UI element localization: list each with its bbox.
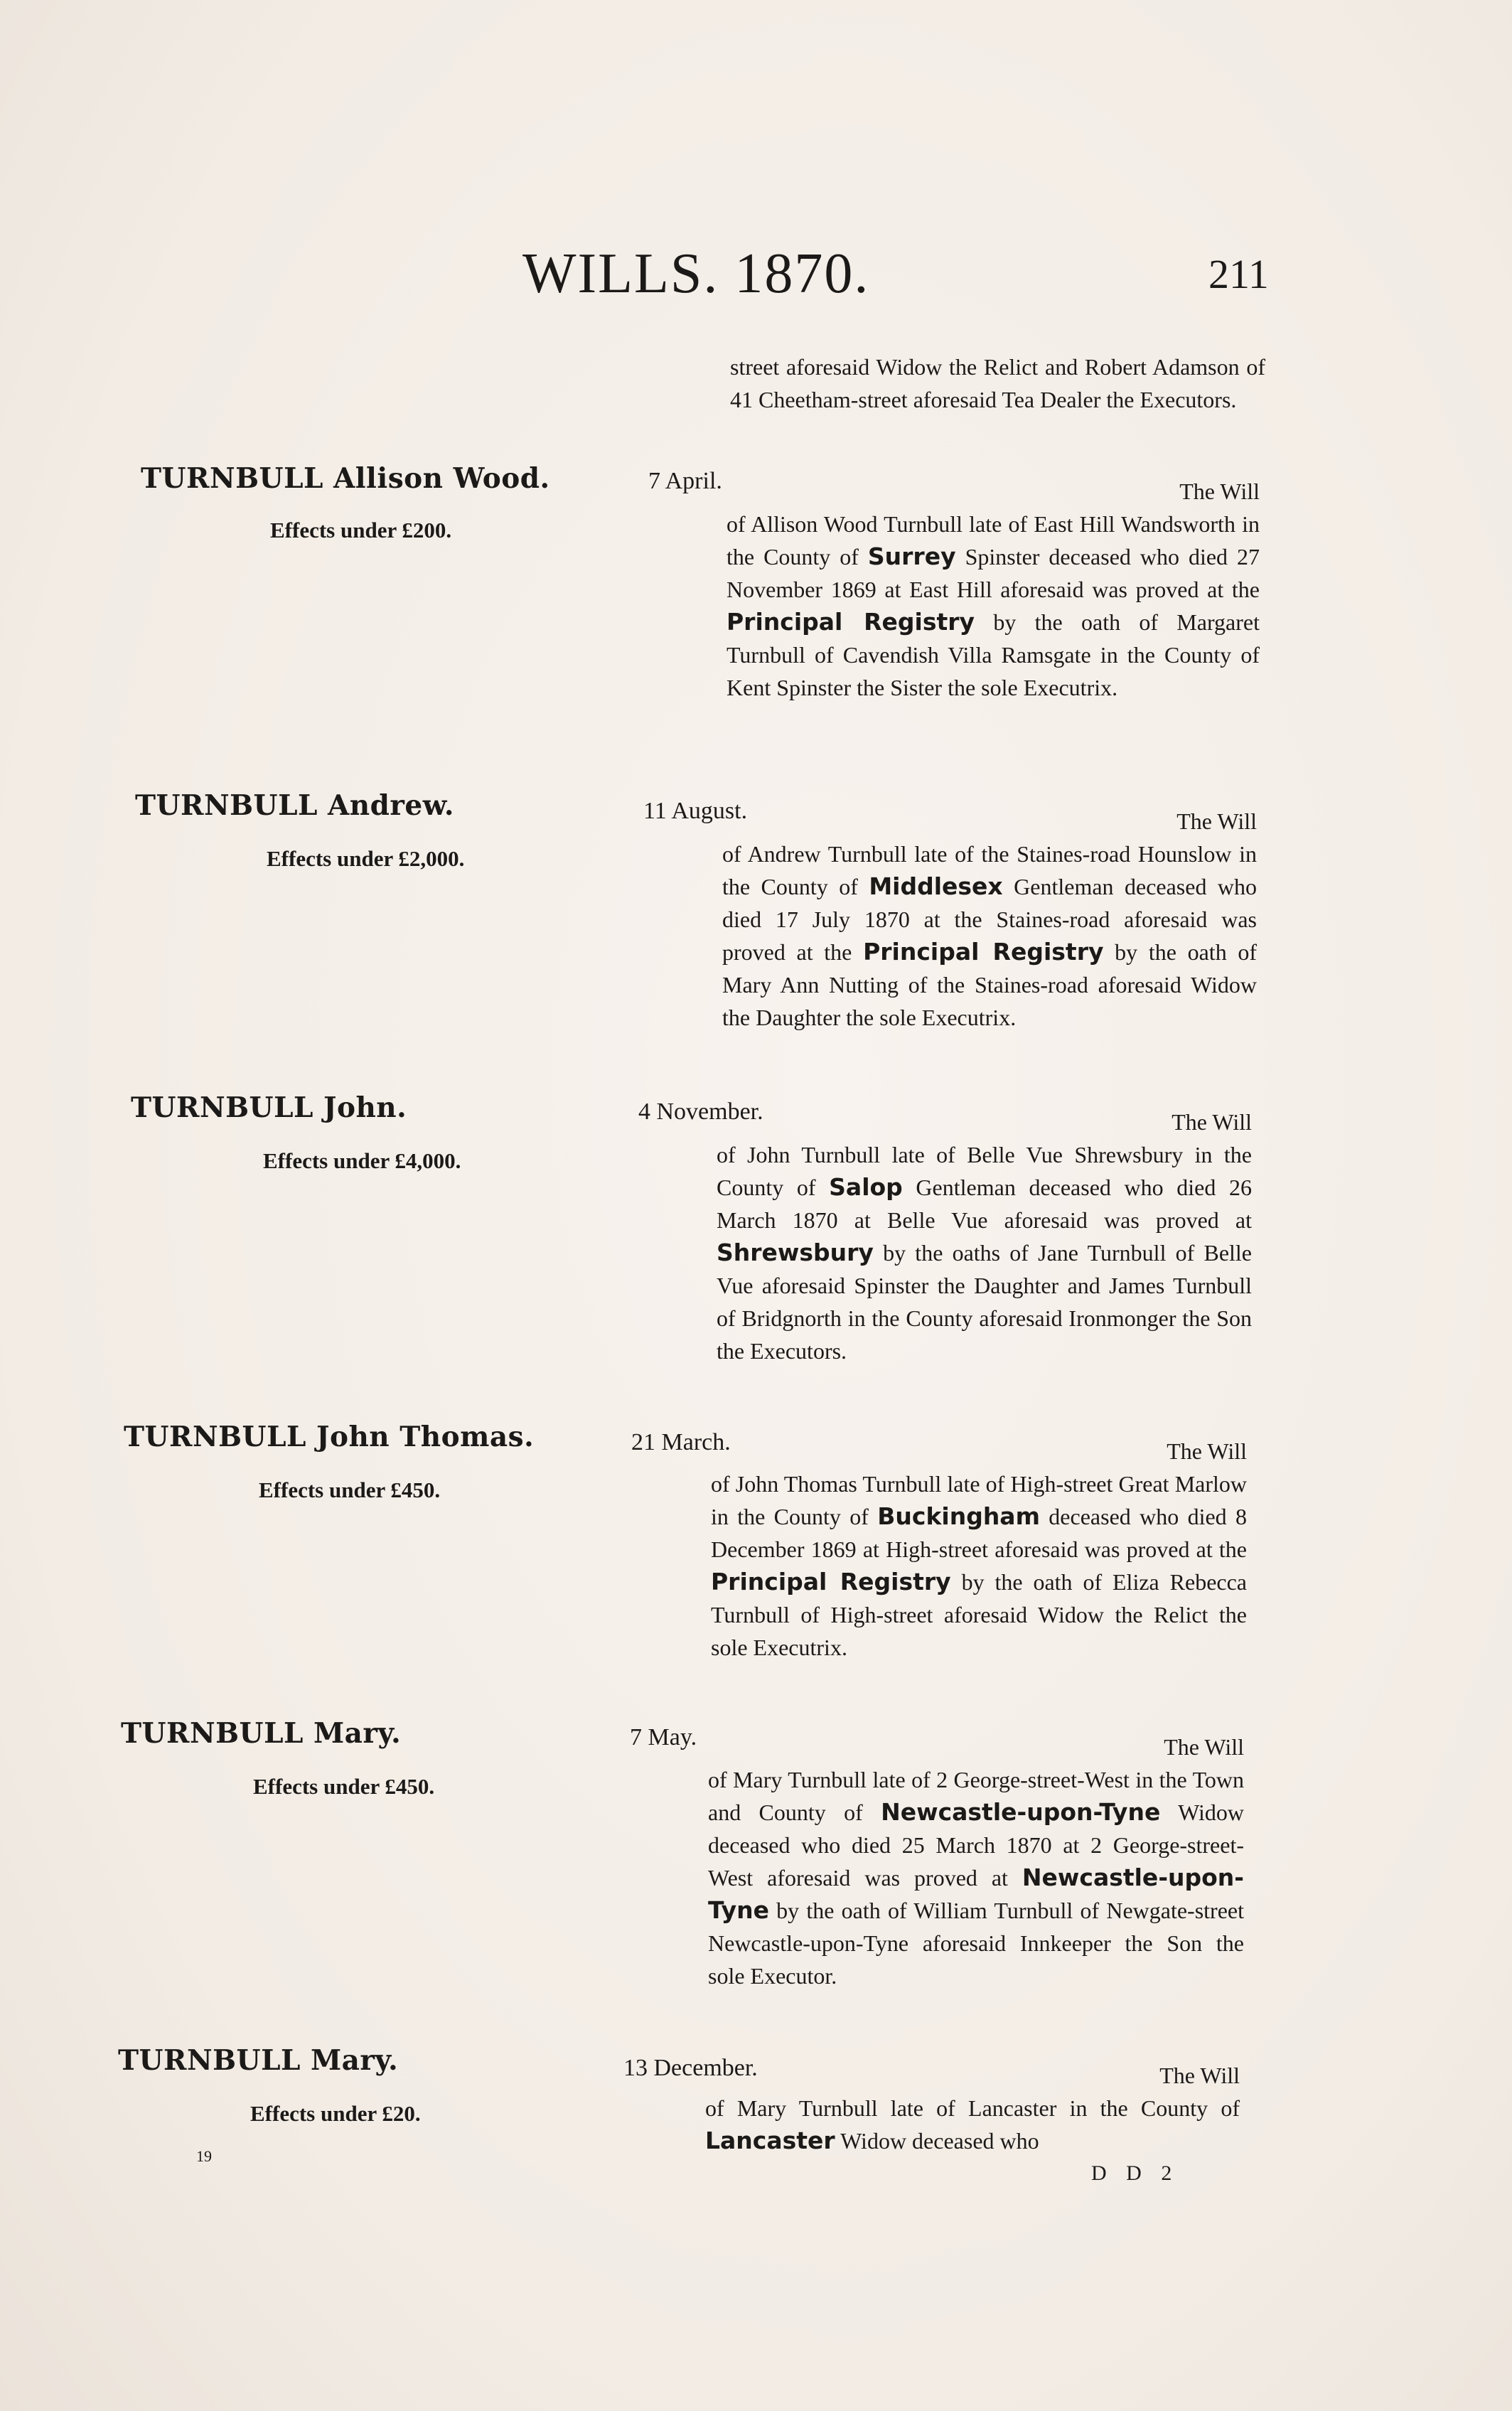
- sheet-number: 19: [196, 2147, 212, 2165]
- registry-name: Principal Registry: [726, 608, 975, 636]
- effects-value: Effects under £450.: [253, 1774, 435, 1799]
- effects-value: Effects under £20.: [250, 2101, 421, 2126]
- will-text: The Will of Mary Turnbull late of Lancaster in the County of Lancaster Widow deceased who: [705, 2059, 1240, 2157]
- entry-date: 4 November.: [638, 1098, 763, 1125]
- signature-mark: D D 2: [1091, 2161, 1179, 2185]
- entry-date: 7 May.: [630, 1724, 697, 1750]
- entry-date: 21 March.: [631, 1429, 731, 1455]
- will-text: The Will of Mary Turnbull late of 2 George-street-West in the Town and County of Newcastle-upon-Tyne Widow deceased who died 25 March 1870 at 2 George-street-West aforesaid was proved at Newcastle-upon-Tyne by the oath of William Turnbull of Newgate-street Newcastle-upon-Tyne aforesaid Innkeeper the Son the sole Executor.: [708, 1731, 1244, 1992]
- will-text: The Will of John Thomas Turnbull late of High-street Great Marlow in the County of Buckingham deceased who died 8 December 1869 at High-street aforesaid was proved at the Principal Registry by the oath of Eliza Rebecca Turnbull of High-street aforesaid Widow the Relict the sole Executrix.: [711, 1435, 1247, 1664]
- entry-name: TURNBULL John.: [131, 1091, 407, 1124]
- will-lead: The Will: [1159, 2063, 1240, 2088]
- will-lead: The Will: [1176, 808, 1257, 834]
- registry-name: Principal Registry: [863, 938, 1104, 966]
- entry-date: 7 April.: [648, 468, 722, 494]
- registry-name: Principal Registry: [711, 1568, 951, 1595]
- running-head: WILLS. 1870.: [522, 242, 870, 305]
- effects-value: Effects under £4,000.: [263, 1148, 461, 1173]
- county-name: Surrey: [867, 542, 956, 570]
- county-name: Salop: [829, 1173, 903, 1201]
- registry-name: Newcastle-upon-Tyne: [708, 1864, 1244, 1924]
- county-name: Newcastle-upon-Tyne: [881, 1798, 1161, 1826]
- county-name: Middlesex: [869, 872, 1003, 900]
- county-name: Buckingham: [877, 1502, 1040, 1530]
- page-number: 211: [1208, 251, 1269, 297]
- will-lead: The Will: [1179, 479, 1260, 504]
- will-lead: The Will: [1164, 1734, 1244, 1760]
- will-text: The Will of Allison Wood Turnbull late of East Hill Wandsworth in the County of Surrey Spinster deceased who died 27 November 1869 at East Hill aforesaid was proved at the Principal Registry by the oath of Margaret Turnbull of Cavendish Villa Ramsgate in the County of Kent Spinster the Sister the sole Executrix.: [726, 475, 1260, 704]
- effects-value: Effects under £450.: [259, 1477, 441, 1502]
- entry-date: 11 August.: [643, 798, 748, 824]
- entry-name: TURNBULL Andrew.: [135, 789, 454, 822]
- entry-name: TURNBULL John Thomas.: [124, 1421, 535, 1453]
- registry-name: Shrewsbury: [717, 1239, 874, 1266]
- county-name: Lancaster: [705, 2127, 835, 2154]
- continuation-text: street aforesaid Widow the Relict and Robert Adamson of 41 Cheetham-street aforesaid Tea Dealer the Executors.: [730, 354, 1265, 412]
- will-text: The Will of John Turnbull late of Belle Vue Shrewsbury in the County of Salop Gentleman deceased who died 26 March 1870 at Belle Vue aforesaid was proved at Shrewsbury by the oaths of Jane Turnbull of Belle Vue aforesaid Spinster the Daughter and James Turnbull of Bridgnorth in the County aforesaid Ironmonger the Son the Executors.: [717, 1106, 1252, 1367]
- entry-name: TURNBULL Mary.: [118, 2044, 399, 2077]
- effects-value: Effects under £2,000.: [267, 846, 465, 871]
- will-lead: The Will: [1171, 1109, 1252, 1135]
- will-lead: The Will: [1167, 1438, 1247, 1464]
- effects-value: Effects under £200.: [270, 518, 452, 542]
- entry-name: TURNBULL Mary.: [121, 1717, 402, 1750]
- entry-date: 13 December.: [623, 2055, 758, 2081]
- entry-name: TURNBULL Allison Wood.: [141, 462, 550, 495]
- will-text: The Will of Andrew Turnbull late of the Staines-road Hounslow in the County of Middlesex Gentleman deceased who died 17 July 1870 at the Staines-road aforesaid was proved at the Principal Registry by the oath of Mary Ann Nutting of the Staines-road aforesaid Widow the Daughter the sole Executrix.: [722, 805, 1257, 1034]
